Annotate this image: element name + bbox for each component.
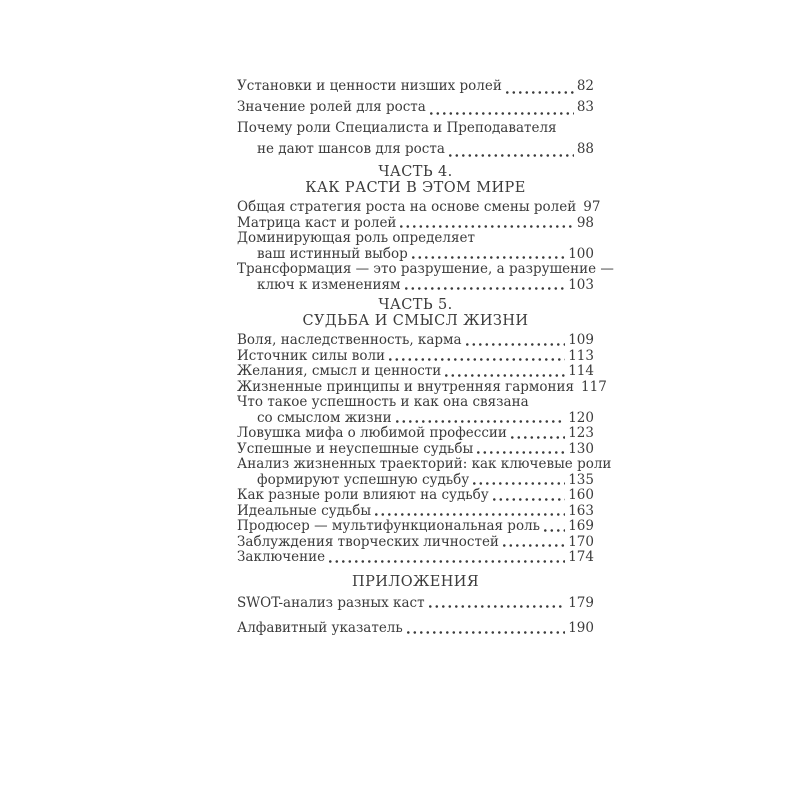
heading-line: СУДЬБА И СМЫСЛ ЖИЗНИ (302, 313, 529, 329)
dot-leader (430, 112, 574, 115)
entry-line (237, 247, 594, 263)
heading-line: ЧАСТЬ 5. (378, 297, 453, 313)
entry-title: Значение ролей для роста (237, 99, 426, 115)
toc-entry (237, 216, 594, 232)
entry-page-number: 103 (568, 276, 594, 293)
toc-entry (237, 261, 614, 293)
entry-title: Заключение (237, 549, 326, 565)
entry-line (237, 550, 594, 566)
entry-title: Что такое успешность и как она связана (237, 394, 529, 410)
entry-line (237, 378, 607, 396)
entry-line (237, 199, 601, 216)
toc-entry (237, 535, 594, 551)
entry-page-number: 109 (568, 332, 594, 348)
entry-title: Доминирующая роль определяет (237, 230, 475, 246)
dot-leader (511, 436, 565, 439)
entry-line (237, 261, 614, 278)
entry-line (237, 504, 594, 520)
entry-page-number: 170 (568, 533, 594, 550)
dot-leader (407, 631, 565, 634)
entry-page-number: 130 (568, 440, 594, 457)
entry-page-number: 179 (568, 594, 594, 611)
toc-entry (237, 519, 594, 535)
dot-leader (412, 256, 565, 259)
entry-title: Идеальные судьбы (237, 502, 372, 519)
entry-title: Матрица каст и ролей (237, 214, 397, 231)
entry-line (237, 364, 594, 380)
entry-line (237, 456, 612, 473)
toc-entry (237, 349, 594, 365)
entry-line (237, 216, 594, 232)
entry-title: Общая стратегия роста на основе смены ролей (237, 199, 577, 215)
entry-title: Желания, смысл и ценности (237, 363, 442, 379)
entry-page-number: 113 (568, 347, 594, 364)
heading-line: ПРИЛОЖЕНИЯ (352, 573, 479, 590)
dot-leader (466, 343, 566, 346)
entry-line (237, 442, 594, 458)
toc-entry (237, 333, 594, 349)
toc-entry (237, 596, 594, 612)
entry-page-number: 135 (568, 471, 594, 488)
toc-entry (237, 488, 594, 504)
dot-leader (506, 91, 574, 94)
entry-page-number: 123 (568, 425, 594, 441)
table-of-contents (237, 76, 614, 637)
entry-title: SWOT-анализ разных каст (237, 594, 425, 611)
entry-page-number: 160 (568, 487, 594, 503)
toc-entry (237, 621, 594, 637)
dot-leader (389, 358, 565, 361)
entry-line (237, 97, 594, 118)
entry-title: Установки и ценности низших ролей (237, 78, 502, 94)
toc-entry (237, 550, 594, 566)
dot-leader (445, 374, 565, 377)
entry-line (237, 395, 594, 411)
entry-page-number: 82 (576, 78, 594, 94)
entry-title: Успешные и неуспешные судьбы (237, 440, 474, 457)
entry-page-number: 98 (576, 214, 594, 231)
entry-line (237, 621, 594, 637)
entry-line (237, 596, 594, 612)
entry-page-number: 190 (568, 620, 594, 636)
entry-title: ключ к изменениям (257, 276, 401, 293)
heading-line: ЧАСТЬ 4. (378, 164, 453, 180)
toc-entry (237, 118, 594, 160)
toc-entry (237, 97, 594, 118)
toc-entry (237, 456, 612, 488)
entry-line (237, 488, 594, 504)
toc-section (237, 574, 594, 637)
entry-line (237, 426, 594, 442)
entry-line (237, 519, 594, 535)
dot-leader (473, 482, 565, 485)
entry-page-number: 163 (568, 502, 594, 519)
toc-entry (237, 504, 594, 520)
entry-page-number: 100 (568, 245, 594, 262)
toc-entry (237, 364, 594, 380)
dot-leader (449, 154, 574, 157)
entry-page-number: 114 (568, 363, 594, 379)
toc-section (237, 164, 614, 293)
toc-entry (237, 76, 594, 97)
dot-leader (400, 225, 573, 228)
heading-line: КАК РАСТИ В ЭТОМ МИРЕ (305, 180, 526, 196)
entry-title: не дают шансов для роста (257, 141, 445, 157)
entry-title: со смыслом жизни (257, 409, 392, 426)
section-heading (237, 297, 594, 329)
entry-title: Продюсер — мультифункциональная роль (237, 518, 540, 534)
entry-line (237, 118, 594, 139)
toc-entry (237, 442, 594, 458)
dot-leader (544, 529, 565, 532)
entry-line (237, 349, 594, 365)
dot-leader (396, 420, 566, 423)
entry-title: Почему роли Специалиста и Преподавателя (237, 120, 557, 136)
entry-title: ваш истинный выбор (257, 245, 408, 262)
entry-page-number: 117 (581, 378, 607, 395)
entry-line (237, 411, 594, 427)
dot-leader (429, 605, 566, 608)
toc-entry (237, 395, 594, 426)
dot-leader (375, 513, 565, 516)
section-heading (237, 164, 594, 196)
dot-leader (493, 498, 566, 501)
dot-leader (503, 544, 565, 547)
entry-line (237, 278, 594, 294)
entry-title: Как разные роли влияют на судьбу (237, 487, 489, 503)
toc-entry (237, 426, 594, 442)
dot-leader (405, 287, 566, 290)
entry-line (237, 139, 594, 160)
entry-line (237, 473, 594, 489)
toc-entry (237, 378, 607, 396)
entry-page-number: 120 (568, 409, 594, 426)
entry-line (237, 231, 594, 247)
entry-title: Алфавитный указатель (237, 620, 403, 636)
entry-title: Анализ жизненных траекторий: как ключевые роли (237, 456, 612, 472)
entry-title: Источник силы воли (237, 347, 386, 364)
entry-title: формируют успешную судьбу (257, 471, 470, 488)
entry-page-number: 88 (576, 141, 594, 157)
toc-entry (237, 231, 594, 262)
dot-leader (329, 560, 565, 563)
entry-line (237, 333, 594, 349)
toc-section (237, 297, 612, 566)
entry-page-number: 169 (568, 518, 594, 534)
section-heading (237, 574, 594, 590)
entry-title: Жизненные принципы и внутренняя гармония (237, 378, 575, 395)
toc-entry (237, 199, 601, 216)
entry-title: Ловушка мифа о любимой профессии (237, 425, 507, 441)
entry-title: Заблуждения творческих личностей (237, 533, 499, 550)
entry-page-number: 174 (568, 549, 594, 565)
dot-leader (477, 451, 565, 454)
entry-title: Воля, наследственность, карма (237, 332, 462, 348)
entry-line (237, 76, 594, 97)
entry-title: Трансформация — это разрушение, а разрушение — (237, 261, 614, 277)
toc-section (237, 76, 594, 160)
entry-page-number: 83 (576, 99, 594, 115)
entry-page-number: 97 (583, 199, 601, 215)
entry-line (237, 535, 594, 551)
